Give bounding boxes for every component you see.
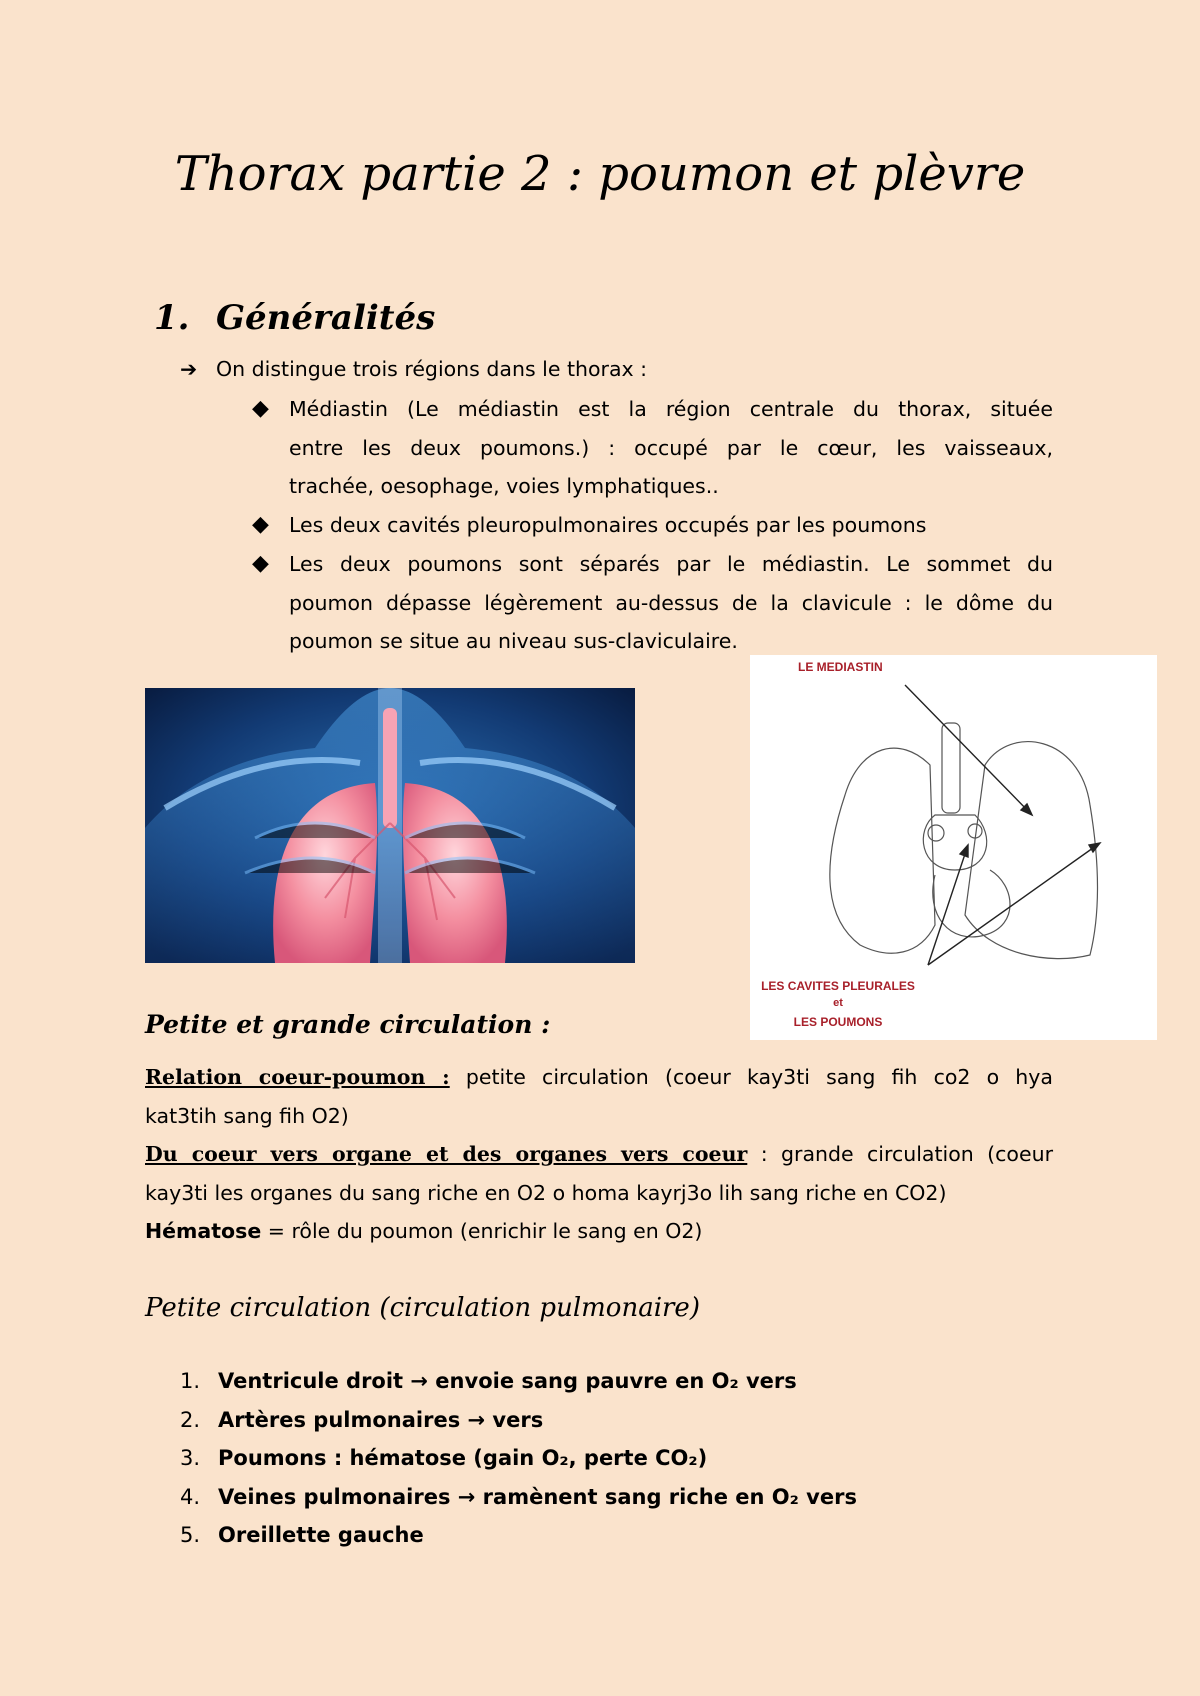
diamond-bullet-icon: ◆	[252, 396, 269, 421]
arrow-icon: ➔	[180, 357, 198, 381]
bullet-line: entre les deux poumons.) : occupé par le cœur, les vaisseaux,	[289, 435, 1053, 460]
bold-term: Hématose	[145, 1219, 262, 1243]
diagram-label-mediastin: LE MEDIASTIN	[798, 660, 883, 674]
underlined-term: Relation coeur-poumon :	[145, 1065, 450, 1089]
bullet-line: Les deux cavités pleuropulmonaires occupés par les poumons	[289, 513, 927, 537]
petite-circulation-heading: Petite circulation (circulation pulmonaire)	[145, 1293, 700, 1323]
diagram-label-poumons: LES POUMONS	[793, 1015, 883, 1029]
page-title: Thorax partie 2 : poumon et plèvre	[174, 146, 1026, 202]
circulation-paragraph-2	[145, 1135, 1053, 1212]
step-number: 1.	[180, 1369, 201, 1393]
paragraph-text: : grande circulation (coeur	[747, 1142, 1053, 1166]
paragraph-text: = rôle du poumon (enrichir le sang en O2)	[261, 1219, 703, 1243]
bullet-line: poumon dépasse légèrement au-dessus de la clavicule : le dôme du	[289, 590, 1053, 615]
bullet-line: Médiastin (Le médiastin est la région centrale du thorax, située	[289, 397, 1053, 421]
paragraph-line: kat3tih sang fih O2)	[145, 1103, 349, 1128]
intro-text: On distingue trois régions dans le thorax :	[216, 357, 648, 381]
bullet-line: Les deux poumons sont séparés par le médiastin. Le sommet du	[289, 552, 1053, 576]
section-heading	[154, 298, 435, 338]
diagram-label-cavites: LES CAVITES PLEURALES	[761, 979, 915, 993]
diamond-bullet-icon: ◆	[252, 512, 269, 537]
circulation-paragraph-1	[145, 1058, 1053, 1135]
list-item	[180, 1439, 857, 1478]
circulation-heading: Petite et grande circulation :	[145, 1010, 551, 1039]
list-item	[180, 1478, 857, 1517]
step-number: 2.	[180, 1407, 201, 1432]
lungs-illustration	[145, 688, 635, 963]
paragraph-line	[145, 1058, 1053, 1097]
mediastin-diagram	[750, 655, 1157, 1040]
step-number: 3.	[180, 1446, 201, 1470]
intro-line	[180, 350, 647, 389]
paragraph-line	[145, 1135, 1053, 1174]
lungs-photo	[145, 688, 635, 963]
bullet-item	[289, 506, 1053, 545]
section-number: 1.	[154, 298, 190, 338]
list-item	[180, 1516, 857, 1555]
paragraph-line: kay3ti les organes du sang riche en O2 o homa kayrj3o lih sang riche en CO2)	[145, 1180, 947, 1205]
hematose-line	[145, 1212, 1053, 1251]
list-item	[180, 1362, 857, 1401]
diamond-bullet-icon: ◆	[252, 551, 269, 576]
list-item	[180, 1401, 857, 1440]
steps-list	[180, 1362, 857, 1555]
diagram-label-et: et	[833, 997, 843, 1009]
paragraph-text: petite circulation (coeur kay3ti sang fih co2 o hya	[449, 1065, 1053, 1089]
bullet-line: trachée, oesophage, voies lymphatiques..	[289, 474, 719, 498]
step-text: Artères pulmonaires → vers	[218, 1407, 544, 1432]
section-title: Généralités	[216, 298, 436, 338]
step-text: Veines pulmonaires → ramènent sang riche en O₂ vers	[218, 1484, 857, 1509]
step-number: 4.	[180, 1484, 201, 1509]
bullet-item	[289, 390, 1053, 506]
step-number: 5.	[180, 1523, 201, 1547]
underlined-term: Du coeur vers organe et des organes vers coeur	[145, 1142, 748, 1166]
bullet-item	[289, 545, 1053, 661]
bullet-line: poumon se situe au niveau sus-claviculaire.	[289, 629, 738, 653]
step-text: Ventricule droit → envoie sang pauvre en O₂ vers	[218, 1369, 797, 1393]
step-text: Oreillette gauche	[218, 1523, 424, 1547]
step-text: Poumons : hématose (gain O₂, perte CO₂)	[218, 1446, 708, 1470]
